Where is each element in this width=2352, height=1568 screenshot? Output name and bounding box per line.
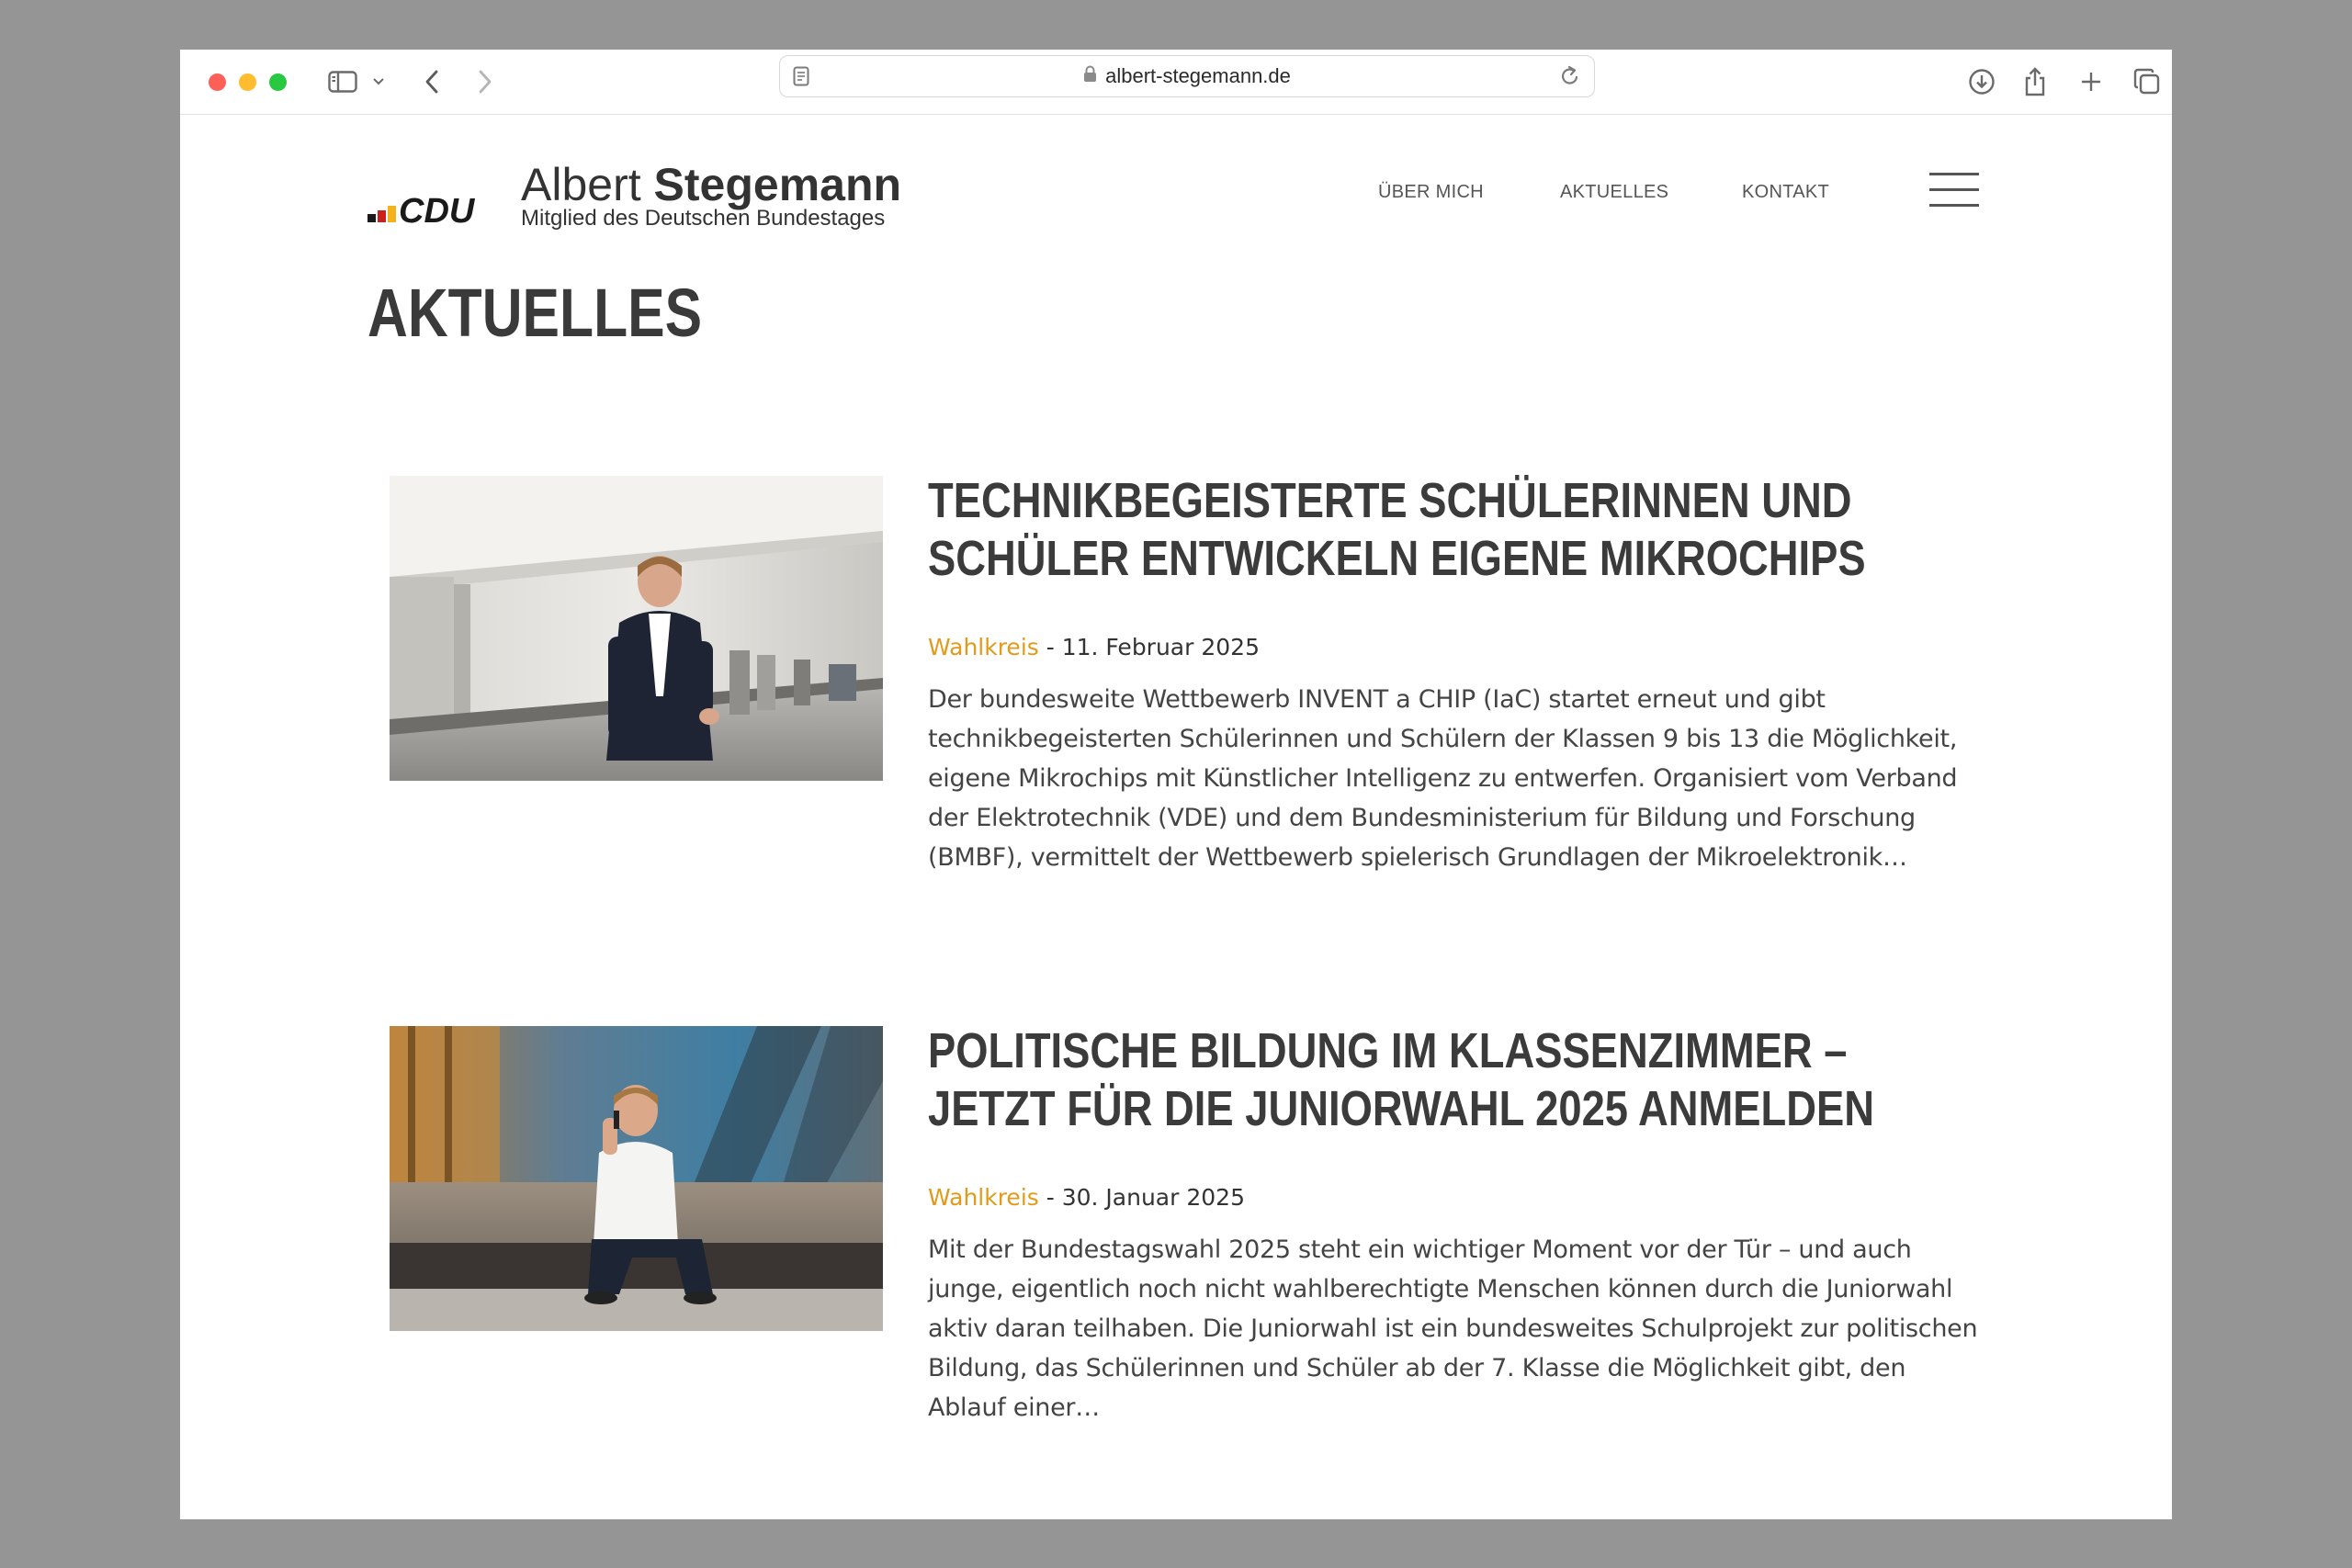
hamburger-menu-icon[interactable] bbox=[1929, 173, 1979, 208]
cdu-logo-mark bbox=[368, 195, 507, 233]
site-logo[interactable] bbox=[368, 158, 919, 241]
tab-overview-icon[interactable] bbox=[2132, 62, 2163, 101]
site-name-last: Stegemann bbox=[653, 159, 902, 210]
site-subtitle: Mitglied des Deutschen Bundestages bbox=[521, 206, 886, 231]
nav-link-kontakt[interactable]: KONTAKT bbox=[1742, 182, 1830, 202]
minimize-window-button[interactable] bbox=[239, 73, 256, 91]
site-name bbox=[521, 158, 901, 211]
lock-icon bbox=[1083, 64, 1097, 88]
article-title[interactable]: POLITISCHE BILDUNG IM KLASSENZIMMER – JETZT FÜR DIE JUNIORWAHL 2025 ANMELDEN bbox=[928, 1023, 1874, 1136]
forward-arrow-icon[interactable] bbox=[474, 62, 496, 101]
article-category-link[interactable]: Wahlkreis bbox=[928, 1184, 1039, 1211]
url-text: albert-stegemann.de bbox=[1105, 64, 1291, 87]
sidebar-toggle-icon[interactable] bbox=[325, 62, 360, 101]
cdu-logo-text: CDU bbox=[399, 195, 475, 230]
address-bar[interactable] bbox=[779, 55, 1595, 97]
browser-window bbox=[180, 50, 2172, 1519]
article-thumbnail[interactable] bbox=[390, 476, 883, 781]
downloads-icon[interactable] bbox=[1966, 62, 1997, 101]
page-title: AKTUELLES bbox=[368, 275, 703, 351]
article-date: - 11. Februar 2025 bbox=[1046, 634, 1260, 660]
article-excerpt: Der bundesweite Wettbewerb INVENT a CHIP (IaC) startet erneut und gibt technikbegeisterten Schülerinnen und Schülern der Klassen 9 bis 13 die Möglichkeit, eigene Mikrochips mit Künstlicher Intelligenz zu entwerfen. Organisiert vom Verband der Elektrotechnik (VDE) und dem Bundesministerium für Bildung und Forschung (BMBF), vermittelt der Wettbewerb spielerisch Grundlagen der Mikroelektronik… bbox=[928, 685, 1958, 872]
article-excerpt: Mit der Bundestagswahl 2025 steht ein wichtiger Moment vor der Tür – und auch junge, eigentlich noch nicht wahlberechtigte Menschen können durch die Juniorwahl aktiv daran teilhaben. Die Juniorwahl ist ein bundesweites Schulprojekt zur politischen Bildung, das Schülerinnen und Schüler ab der 7. Klasse die Möglichkeit gibt, den Ablauf einer… bbox=[928, 1235, 1978, 1422]
share-icon[interactable] bbox=[2021, 62, 2049, 101]
article-meta bbox=[928, 634, 1260, 660]
chevron-down-icon[interactable] bbox=[369, 62, 388, 101]
article-date: - 30. Januar 2025 bbox=[1046, 1184, 1245, 1211]
article-category-link[interactable]: Wahlkreis bbox=[928, 634, 1039, 660]
new-tab-icon[interactable] bbox=[2078, 62, 2104, 101]
article-thumbnail[interactable] bbox=[390, 1026, 883, 1331]
site-name-first: Albert bbox=[521, 159, 641, 210]
nav-link-aktuelles[interactable]: AKTUELLES bbox=[1560, 182, 1669, 202]
browser-toolbar bbox=[180, 50, 2172, 115]
website bbox=[180, 116, 2172, 1519]
nav-link-ueber-mich[interactable]: ÜBER MICH bbox=[1378, 182, 1484, 202]
reload-icon[interactable] bbox=[1559, 64, 1581, 92]
maximize-window-button[interactable] bbox=[269, 73, 287, 91]
back-arrow-icon[interactable] bbox=[421, 62, 443, 101]
close-window-button[interactable] bbox=[209, 73, 226, 91]
article-title[interactable]: TECHNIKBEGEISTERTE SCHÜLERINNEN UND SCHÜLER ENTWICKELN EIGENE MIKROCHIPS bbox=[928, 473, 1866, 586]
article-meta bbox=[928, 1184, 1245, 1211]
